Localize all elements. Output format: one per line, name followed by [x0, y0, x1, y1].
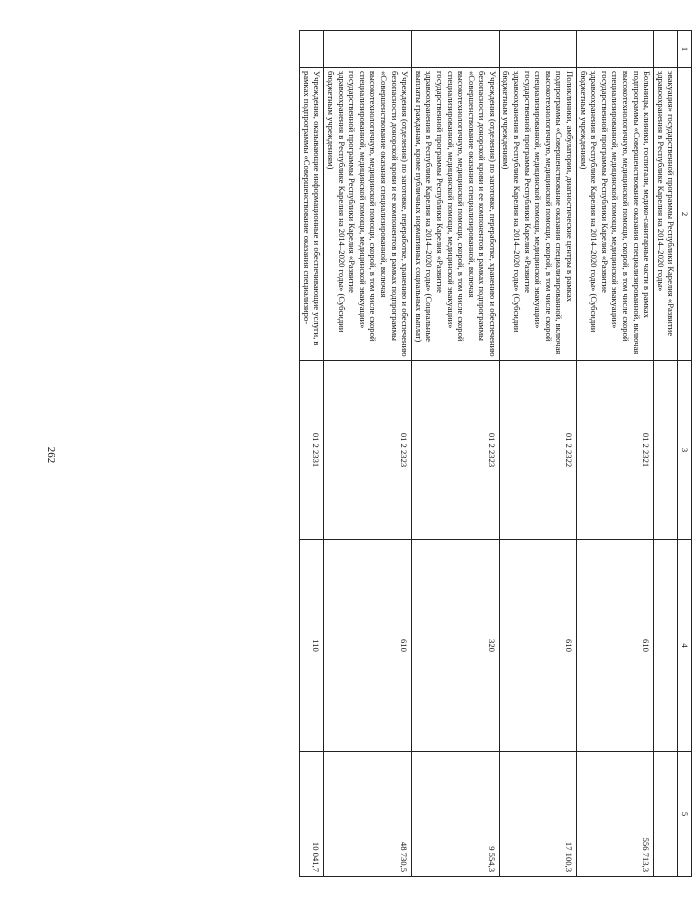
row-description-cell: эвакуация» государственной программы Республики Карелия «Развитие здравоохранения в Республике Карелия на 2014–2020 годы» — [654, 68, 678, 361]
table-row — [654, 31, 678, 877]
row-amount-cell: 9 554,3 — [412, 752, 500, 877]
table-body — [300, 31, 692, 877]
row-code-cell — [654, 361, 678, 540]
rotated-table-container — [110, 30, 692, 876]
row-type-cell: 320 — [412, 540, 500, 752]
row-col1-cell — [300, 31, 324, 68]
row-code-cell: 01 2 2321 — [577, 361, 654, 540]
table-row — [324, 31, 412, 877]
row-type-cell: 610 — [499, 540, 576, 752]
column-number-3: 3 — [678, 361, 692, 540]
table-row — [412, 31, 500, 877]
column-number-1: 1 — [678, 31, 692, 68]
row-description-cell: Поликлиники, амбулатории, диагностические центры в рамках подпрограммы «Совершенствование оказания специализированной, включая высокотехнологичную, медицинской помощи, скорой, в том числе скорой специализированной, медицинской помощи, медицинской эвакуации» государственной программы Республики Карелия «Развитие здравоохранения в Республике Карелия на 2014–2020 годы» (Субсидии бюджетным учреждениям) — [499, 68, 576, 361]
row-amount-cell: 10 041,7 — [300, 752, 324, 877]
row-code-cell: 01 2 2323 — [412, 361, 500, 540]
row-description-cell: Больницы, клиники, госпитали, медико-санитарные части в рамках подпрограммы «Совершенствование оказания специализированной, включая высокотехнологичную, медицинской помощи, скорой, в том числе скорой специализированной, медицинской помощи, медицинской эвакуации» государственной программы Республики Карелия «Развитие здравоохранения в Республике Карелия на 2014–2020 годы» (Субсидии бюджетным учреждениям) — [577, 68, 654, 361]
budget-table — [299, 30, 692, 877]
table-row — [577, 31, 654, 877]
row-col1-cell — [324, 31, 412, 68]
row-col1-cell — [412, 31, 500, 68]
row-type-cell: 110 — [300, 540, 324, 752]
column-number-2: 2 — [678, 68, 692, 361]
row-code-cell: 01 2 2323 — [324, 361, 412, 540]
page-number: 262 — [45, 446, 57, 464]
row-description-cell: Учреждения (отделения) по заготовке, переработке, хранению и обеспечению безопасности донорской крови и ее компонентов в рамках подпрограммы «Совершенствование оказания специализированной, включая высокотехнологичную, медицинской помощи, скорой, в том числе скорой специализированной, медицинской помощи, медицинской эвакуации» государственной программы Республики Карелия «Развитие здравоохранения в Республике Карелия на 2014–2020 годы» (Субсидии бюджетным учреждениям) — [324, 68, 412, 361]
row-type-cell: 610 — [577, 540, 654, 752]
row-description-cell: Учреждения, оказывающие информационные и обеспечивающие услуги, в рамках подпрограммы «Совершенствование оказания специализиро- — [300, 68, 324, 361]
row-amount-cell — [654, 752, 678, 877]
row-col1-cell — [499, 31, 576, 68]
column-number-row — [678, 31, 692, 877]
column-number-4: 4 — [678, 540, 692, 752]
row-type-cell — [654, 540, 678, 752]
row-type-cell: 610 — [324, 540, 412, 752]
row-amount-cell: 17 100,3 — [499, 752, 576, 877]
row-col1-cell — [577, 31, 654, 68]
row-code-cell: 01 2 2322 — [499, 361, 576, 540]
table-row — [499, 31, 576, 877]
column-number-5: 5 — [678, 752, 692, 877]
row-description-cell: Учреждения (отделения) по заготовке, переработке, хранению и обеспечению безопасности донорской крови и ее компонентов в рамках подпрограммы «Совершенствование оказания специализированной, включая высокотехнологичную, медицинской помощи, скорой, в том числе скорой специализированной, медицинской помощи, медицинской эвакуации» государственной программы Республики Карелия «Развитие здравоохранения в Республике Карелия на 2014–2020 годы» (Социальные выплаты гражданам, кроме публичных нормативных социальных выплат) — [412, 68, 500, 361]
row-code-cell: 01 2 2331 — [300, 361, 324, 540]
row-amount-cell: 48 730,5 — [324, 752, 412, 877]
row-col1-cell — [654, 31, 678, 68]
row-amount-cell: 556 713,3 — [577, 752, 654, 877]
table-row — [300, 31, 324, 877]
